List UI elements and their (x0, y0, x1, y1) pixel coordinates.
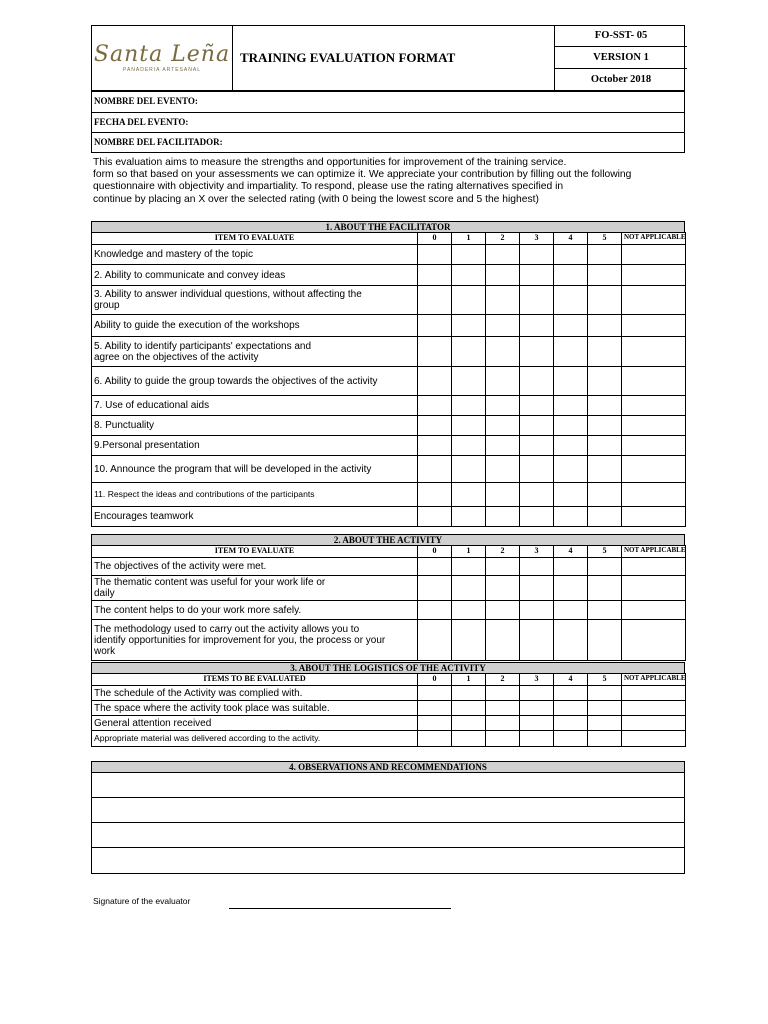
rating-cell-4[interactable] (554, 716, 588, 731)
rating-cell-1[interactable] (452, 396, 486, 416)
rating-header-3: 3 (520, 674, 554, 686)
rating-cell-1[interactable] (452, 286, 486, 315)
intro-text (93, 157, 685, 206)
rating-cell-4[interactable] (554, 265, 588, 286)
rating-cell-0[interactable] (418, 620, 452, 661)
logo-text: Santa Leña (93, 41, 231, 67)
rating-cell-4[interactable] (554, 367, 588, 396)
rating-cell-5[interactable] (588, 620, 622, 661)
rating-cell-3[interactable] (520, 265, 554, 286)
rating-cell-2[interactable] (486, 558, 520, 576)
not-applicable-cell[interactable] (622, 265, 686, 286)
rating-cell-1[interactable] (452, 245, 486, 265)
rating-cell-5[interactable] (588, 558, 622, 576)
rating-header-1: 1 (452, 674, 486, 686)
evaluation-item (92, 701, 418, 716)
evaluation-item (92, 576, 418, 601)
rating-cell-2[interactable] (486, 367, 520, 396)
rating-cell-3[interactable] (520, 716, 554, 731)
evaluation-item (92, 416, 418, 436)
rating-cell-1[interactable] (452, 558, 486, 576)
table-row (92, 483, 686, 507)
rating-header-4: 4 (554, 233, 588, 245)
rating-cell-4[interactable] (554, 731, 588, 747)
not-applicable-cell[interactable] (622, 396, 686, 416)
evaluation-item-line: General attention received (94, 717, 212, 729)
rating-cell-0[interactable] (418, 265, 452, 286)
observation-line[interactable] (92, 823, 684, 848)
evaluation-item (92, 601, 418, 620)
rating-cell-5[interactable] (588, 701, 622, 716)
evaluation-item (92, 558, 418, 576)
rating-table-logistics (91, 673, 686, 747)
rating-cell-5[interactable] (588, 507, 622, 527)
rating-cell-0[interactable] (418, 367, 452, 396)
rating-cell-0[interactable] (418, 701, 452, 716)
rating-cell-1[interactable] (452, 456, 486, 483)
evaluation-item-line: Appropriate material was delivered according to the activity. (94, 733, 321, 743)
rating-header-1: 1 (452, 546, 486, 558)
rating-cell-4[interactable] (554, 456, 588, 483)
rating-cell-3[interactable] (520, 456, 554, 483)
rating-cell-4[interactable] (554, 337, 588, 367)
rating-cell-1[interactable] (452, 731, 486, 747)
rating-table-activity (91, 545, 686, 661)
rating-cell-0[interactable] (418, 558, 452, 576)
rating-cell-0[interactable] (418, 286, 452, 315)
rating-cell-0[interactable] (418, 337, 452, 367)
rating-cell-3[interactable] (520, 245, 554, 265)
not-applicable-cell[interactable] (622, 483, 686, 507)
rating-cell-0[interactable] (418, 396, 452, 416)
table-row (92, 716, 686, 731)
rating-cell-2[interactable] (486, 576, 520, 601)
rating-header-1: 1 (452, 233, 486, 245)
rating-cell-1[interactable] (452, 507, 486, 527)
evaluation-item-line: 9.Personal presentation (94, 440, 200, 451)
item-column-header: ITEM TO EVALUATE (92, 546, 418, 558)
rating-table-facilitator (91, 232, 686, 527)
not-applicable-cell[interactable] (622, 245, 686, 265)
company-logo (92, 26, 233, 90)
rating-header-3: 3 (520, 546, 554, 558)
form-header (91, 25, 685, 91)
evaluation-item (92, 716, 418, 731)
document-control-box (554, 25, 687, 91)
evaluation-item-line: The objectives of the activity were met. (94, 561, 267, 572)
not-applicable-header: NOT APPLICABLE (622, 546, 686, 558)
form-title: TRAINING EVALUATION FORMAT (240, 50, 456, 65)
rating-header-0: 0 (418, 546, 452, 558)
evaluation-item (92, 620, 418, 661)
rating-cell-4[interactable] (554, 315, 588, 337)
evaluation-item (92, 731, 418, 747)
rating-header-4: 4 (554, 674, 588, 686)
rating-cell-2[interactable] (486, 337, 520, 367)
evaluation-item (92, 483, 418, 507)
rating-cell-0[interactable] (418, 686, 452, 701)
rating-header-2: 2 (486, 233, 520, 245)
not-applicable-cell[interactable] (622, 558, 686, 576)
rating-cell-5[interactable] (588, 716, 622, 731)
not-applicable-cell[interactable] (622, 716, 686, 731)
table-row (92, 367, 686, 396)
not-applicable-cell[interactable] (622, 456, 686, 483)
rating-header-0: 0 (418, 674, 452, 686)
rating-cell-4[interactable] (554, 601, 588, 620)
rating-cell-2[interactable] (486, 731, 520, 747)
not-applicable-cell[interactable] (622, 315, 686, 337)
table-row (92, 558, 686, 576)
evaluation-item-line: Ability to guide the execution of the workshops (94, 320, 300, 331)
rating-cell-1[interactable] (452, 576, 486, 601)
rating-cell-3[interactable] (520, 286, 554, 315)
rating-cell-2[interactable] (486, 396, 520, 416)
rating-cell-4[interactable] (554, 701, 588, 716)
rating-header-3: 3 (520, 233, 554, 245)
rating-cell-0[interactable] (418, 507, 452, 527)
rating-cell-4[interactable] (554, 620, 588, 661)
observation-line[interactable] (92, 773, 684, 798)
table-row (92, 396, 686, 416)
rating-cell-4[interactable] (554, 245, 588, 265)
rating-cell-1[interactable] (452, 337, 486, 367)
table-header-row (92, 233, 686, 245)
rating-cell-2[interactable] (486, 286, 520, 315)
rating-cell-0[interactable] (418, 456, 452, 483)
evaluation-item (92, 436, 418, 456)
event-name-field[interactable]: NOMBRE DEL EVENTO: (92, 91, 684, 112)
not-applicable-cell[interactable] (622, 337, 686, 367)
rating-cell-4[interactable] (554, 507, 588, 527)
rating-cell-1[interactable] (452, 620, 486, 661)
rating-cell-5[interactable] (588, 483, 622, 507)
evaluation-item-line: daily (94, 588, 115, 599)
rating-header-5: 5 (588, 674, 622, 686)
rating-cell-3[interactable] (520, 576, 554, 601)
not-applicable-cell[interactable] (622, 507, 686, 527)
rating-cell-4[interactable] (554, 483, 588, 507)
evaluation-item (92, 315, 418, 337)
observation-line[interactable] (92, 848, 684, 873)
table-header-row (92, 674, 686, 686)
rating-cell-3[interactable] (520, 483, 554, 507)
rating-cell-3[interactable] (520, 315, 554, 337)
evaluation-item-line: work (94, 645, 116, 657)
evaluation-item (92, 265, 418, 286)
rating-cell-2[interactable] (486, 265, 520, 286)
rating-cell-0[interactable] (418, 483, 452, 507)
table-row (92, 286, 686, 315)
rating-cell-2[interactable] (486, 416, 520, 436)
not-applicable-cell[interactable] (622, 701, 686, 716)
rating-cell-1[interactable] (452, 315, 486, 337)
rating-cell-2[interactable] (486, 686, 520, 701)
signature-label: Signature of the evaluator (93, 896, 191, 906)
evaluation-item-line: 10. Announce the program that will be developed in the activity (94, 463, 372, 475)
rating-cell-2[interactable] (486, 601, 520, 620)
rating-cell-5[interactable] (588, 315, 622, 337)
rating-cell-0[interactable] (418, 576, 452, 601)
section-title-observations: 4. OBSERVATIONS AND RECOMMENDATIONS (91, 761, 685, 773)
rating-header-5: 5 (588, 546, 622, 558)
rating-cell-2[interactable] (486, 716, 520, 731)
rating-cell-1[interactable] (452, 416, 486, 436)
rating-cell-4[interactable] (554, 558, 588, 576)
rating-cell-5[interactable] (588, 576, 622, 601)
not-applicable-cell[interactable] (622, 286, 686, 315)
table-row (92, 315, 686, 337)
rating-cell-0[interactable] (418, 436, 452, 456)
evaluation-item (92, 367, 418, 396)
rating-cell-5[interactable] (588, 686, 622, 701)
rating-cell-3[interactable] (520, 620, 554, 661)
rating-header-5: 5 (588, 233, 622, 245)
rating-cell-0[interactable] (418, 245, 452, 265)
evaluation-item-line: 5. Ability to identify participants' expectations and (94, 340, 312, 352)
rating-cell-3[interactable] (520, 507, 554, 527)
rating-cell-3[interactable] (520, 367, 554, 396)
table-header-row (92, 546, 686, 558)
evaluation-item (92, 286, 418, 315)
table-row (92, 576, 686, 601)
event-fields (91, 91, 685, 153)
rating-cell-2[interactable] (486, 436, 520, 456)
rating-cell-0[interactable] (418, 731, 452, 747)
evaluation-item-line: identify opportunities for improvement for you, the process or your (94, 634, 386, 646)
observations-area[interactable] (91, 773, 685, 874)
not-applicable-header: NOT APPLICABLE (622, 233, 686, 245)
evaluation-item-line: 6. Ability to guide the group towards the objectives of the activity (94, 375, 378, 387)
rating-cell-0[interactable] (418, 416, 452, 436)
rating-cell-5[interactable] (588, 416, 622, 436)
table-row (92, 701, 686, 716)
form-date: October 2018 (590, 74, 652, 85)
evaluation-item-line: 2. Ability to communicate and convey ideas (94, 269, 286, 281)
rating-cell-5[interactable] (588, 245, 622, 265)
rating-cell-3[interactable] (520, 686, 554, 701)
section-title-facilitator: 1. ABOUT THE FACILITATOR (91, 221, 685, 233)
not-applicable-cell[interactable] (622, 601, 686, 620)
rating-cell-2[interactable] (486, 483, 520, 507)
evaluation-item-line: The schedule of the Activity was complied with. (94, 687, 303, 699)
rating-cell-1[interactable] (452, 436, 486, 456)
rating-cell-1[interactable] (452, 367, 486, 396)
rating-cell-2[interactable] (486, 701, 520, 716)
table-row (92, 265, 686, 286)
rating-cell-5[interactable] (588, 396, 622, 416)
not-applicable-cell[interactable] (622, 576, 686, 601)
evaluation-item (92, 456, 418, 483)
evaluation-item-line: 11. Respect the ideas and contributions of the participants (94, 489, 315, 499)
not-applicable-cell[interactable] (622, 367, 686, 396)
rating-cell-1[interactable] (452, 716, 486, 731)
rating-cell-5[interactable] (588, 601, 622, 620)
section-title-logistics: 3. ABOUT THE LOGISTICS OF THE ACTIVITY (91, 662, 685, 674)
evaluation-item (92, 337, 418, 367)
rating-cell-4[interactable] (554, 396, 588, 416)
evaluation-item-line: 3. Ability to answer individual questions, without affecting the (94, 289, 362, 300)
intro-line: questionnaire with objectivity and impartiality. To respond, please use the rating alternatives specified in (93, 181, 564, 193)
rating-cell-3[interactable] (520, 558, 554, 576)
rating-cell-2[interactable] (486, 456, 520, 483)
item-column-header: ITEM TO EVALUATE (92, 233, 418, 245)
rating-cell-2[interactable] (486, 245, 520, 265)
rating-cell-5[interactable] (588, 456, 622, 483)
intro-line: This evaluation aims to measure the strengths and opportunities for improvement of the training service. (93, 157, 567, 168)
rating-cell-4[interactable] (554, 436, 588, 456)
rating-header-0: 0 (418, 233, 452, 245)
rating-cell-3[interactable] (520, 337, 554, 367)
rating-cell-3[interactable] (520, 601, 554, 620)
evaluation-item (92, 245, 418, 265)
table-row (92, 436, 686, 456)
rating-cell-4[interactable] (554, 286, 588, 315)
rating-cell-1[interactable] (452, 601, 486, 620)
form-version: VERSION 1 (555, 47, 687, 69)
rating-cell-3[interactable] (520, 701, 554, 716)
evaluation-item-line: The content helps to do your work more safely. (94, 604, 302, 616)
rating-cell-2[interactable] (486, 315, 520, 337)
rating-cell-1[interactable] (452, 483, 486, 507)
evaluation-item-line: 7. Use of educational aids (94, 400, 210, 411)
signature-line[interactable] (229, 908, 451, 909)
rating-cell-3[interactable] (520, 436, 554, 456)
table-row (92, 337, 686, 367)
rating-cell-2[interactable] (486, 507, 520, 527)
table-row (92, 456, 686, 483)
rating-cell-5[interactable] (588, 731, 622, 747)
rating-header-4: 4 (554, 546, 588, 558)
rating-cell-1[interactable] (452, 265, 486, 286)
evaluation-item-line: 8. Punctuality (94, 420, 155, 431)
evaluation-item-line: agree on the objectives of the activity (94, 351, 259, 363)
evaluation-item-line: Knowledge and mastery of the topic (94, 249, 253, 260)
evaluation-item (92, 507, 418, 527)
intro-line: continue by placing an X over the selected rating (with 0 being the lowest score and 5 the highest) (93, 193, 539, 205)
form-code: FO-SST- 05 (555, 25, 687, 47)
logo-subtitle: PANADERIA ARTESANAL (122, 66, 201, 73)
evaluation-item-line: Encourages teamwork (94, 511, 194, 522)
not-applicable-cell[interactable] (622, 436, 686, 456)
evaluation-item-line: group (94, 300, 120, 311)
rating-header-2: 2 (486, 546, 520, 558)
rating-cell-3[interactable] (520, 396, 554, 416)
evaluation-item-line: The thematic content was useful for your work life or (94, 577, 326, 588)
rating-cell-5[interactable] (588, 367, 622, 396)
not-applicable-cell[interactable] (622, 416, 686, 436)
rating-cell-3[interactable] (520, 416, 554, 436)
rating-cell-4[interactable] (554, 576, 588, 601)
evaluation-item (92, 686, 418, 701)
evaluation-item-line: The methodology used to carry out the activity allows you to (94, 623, 360, 635)
table-row (92, 620, 686, 661)
rating-cell-1[interactable] (452, 686, 486, 701)
rating-header-2: 2 (486, 674, 520, 686)
table-row (92, 507, 686, 527)
rating-cell-5[interactable] (588, 286, 622, 315)
table-row (92, 416, 686, 436)
rating-cell-0[interactable] (418, 315, 452, 337)
not-applicable-cell[interactable] (622, 620, 686, 661)
table-row (92, 731, 686, 747)
evaluation-item (92, 396, 418, 416)
rating-cell-3[interactable] (520, 731, 554, 747)
rating-cell-4[interactable] (554, 686, 588, 701)
section-title-activity: 2. ABOUT THE ACTIVITY (91, 534, 685, 546)
rating-cell-0[interactable] (418, 716, 452, 731)
table-row (92, 601, 686, 620)
rating-cell-4[interactable] (554, 416, 588, 436)
table-row (92, 245, 686, 265)
evaluation-item-line: The space where the activity took place was suitable. (94, 702, 330, 714)
facilitator-name-field[interactable]: NOMBRE DEL FACILITADOR: (92, 132, 684, 153)
rating-cell-2[interactable] (486, 620, 520, 661)
rating-cell-5[interactable] (588, 436, 622, 456)
event-date-field[interactable]: FECHA DEL EVENTO: (92, 112, 684, 133)
table-row (92, 686, 686, 701)
rating-cell-5[interactable] (588, 265, 622, 286)
not-applicable-header: NOT APPLICABLE (622, 674, 686, 686)
rating-cell-0[interactable] (418, 601, 452, 620)
observation-line[interactable] (92, 798, 684, 823)
not-applicable-cell[interactable] (622, 731, 686, 747)
item-column-header: ITEMS TO BE EVALUATED (92, 674, 418, 686)
intro-line: form so that based on your assessments we can optimize it. We appreciate your contribution by filling out the following (93, 169, 632, 181)
rating-cell-1[interactable] (452, 701, 486, 716)
rating-cell-5[interactable] (588, 337, 622, 367)
not-applicable-cell[interactable] (622, 686, 686, 701)
